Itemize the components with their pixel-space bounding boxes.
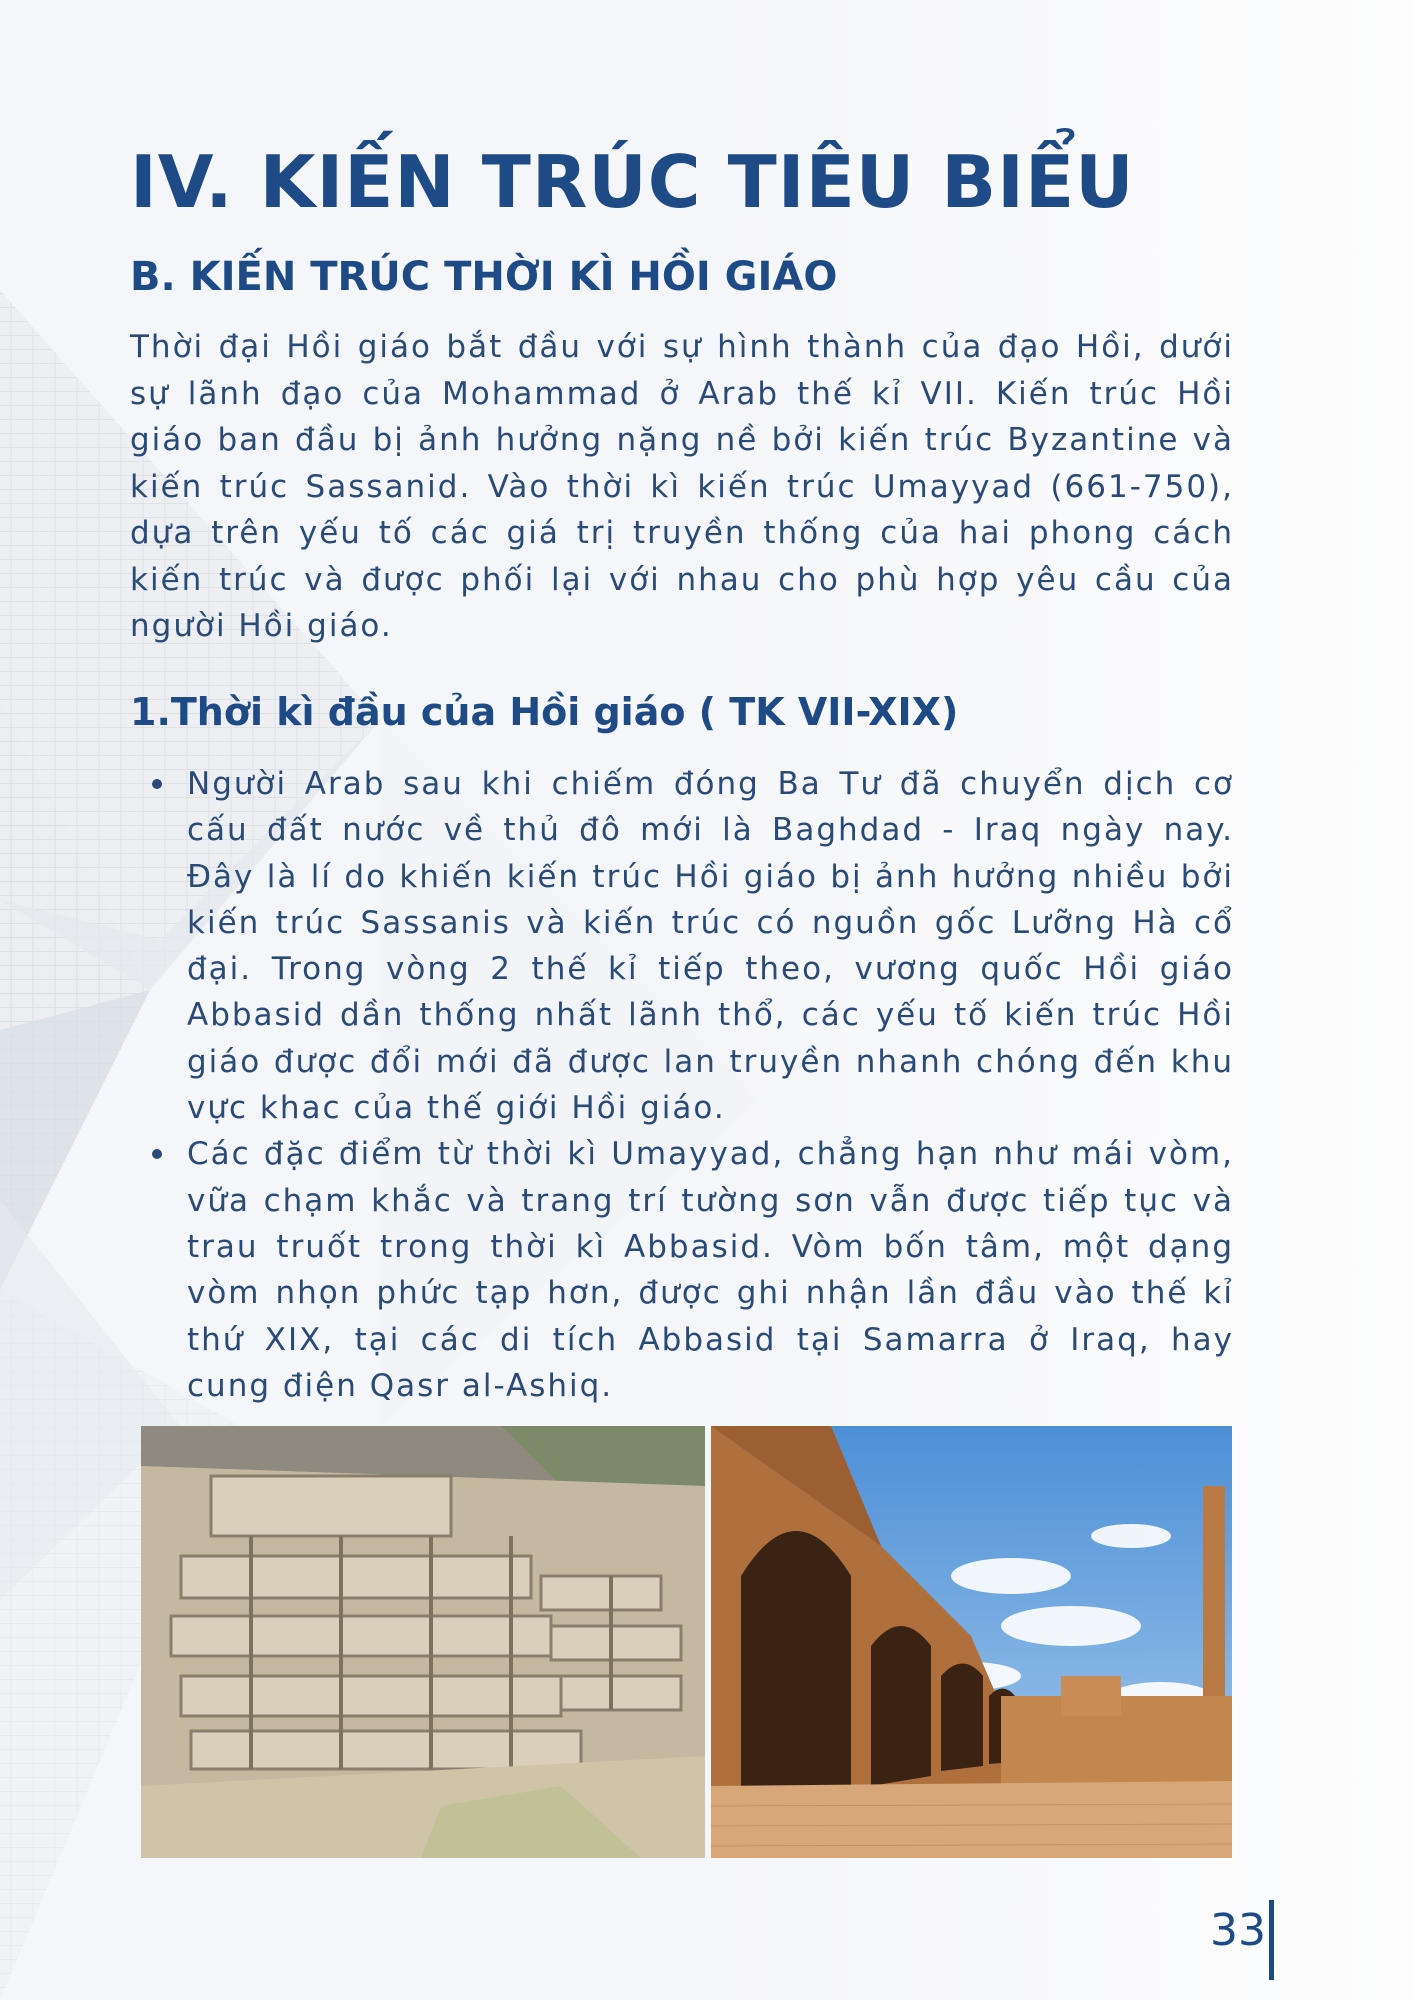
list-item-text: Người Arab sau khi chiếm đóng Ba Tư đã chuyển dịch cơ cấu đất nước về thủ đô mới là Baghdad - Iraq ngày nay. Đây là lí do khiến kiến trúc Hồi giáo bị ảnh hưởng nhiều bởi kiến trúc Sassanis và kiến trúc có nguồn gốc Lưỡng Hà cổ đại. Trong vòng 2 thế kỉ tiếp theo, vương quốc Hồi giáo Abbasid dần thống nhất lãnh thổ, các yếu tố kiến trúc Hồi giáo được đổi mới đã được lan truyền nhanh chóng đến khu vực khac của thế giới Hồi giáo. bbox=[187, 766, 1234, 1127]
ruins-photo bbox=[141, 1426, 705, 1858]
bullet-list bbox=[130, 761, 1234, 1409]
page-number: 33 bbox=[1210, 1905, 1266, 1956]
page-title: IV. KIẾN TRÚC TIÊU BIỂU bbox=[130, 140, 1135, 224]
courtyard-photo bbox=[711, 1426, 1232, 1858]
page-number-bar bbox=[1269, 1900, 1274, 1980]
list-item bbox=[130, 1131, 1234, 1409]
photo-row bbox=[141, 1426, 1232, 1858]
intro-paragraph: Thời đại Hồi giáo bắt đầu với sự hình thành của đạo Hồi, dưới sự lãnh đạo của Mohammad ở Arab thế kỉ VII. Kiến trúc Hồi giáo ban đầu bị ảnh hưởng nặng nề bởi kiến trúc Byzantine và kiến trúc Sassanid. Vào thời kì kiến trúc Umayyad (661-750), dựa trên yếu tố các giá trị truyền thống của hai phong cách kiến trúc và được phối lại với nhau cho phù hợp yêu cầu của người Hồi giáo. bbox=[130, 329, 1234, 644]
list-item bbox=[130, 761, 1234, 1131]
section-title: 1.Thời kì đầu của Hồi giáo ( TK VII-XIX) bbox=[130, 690, 959, 734]
bullet-icon bbox=[152, 779, 162, 789]
bullet-icon bbox=[152, 1149, 162, 1159]
list-item-text: Các đặc điểm từ thời kì Umayyad, chẳng hạn như mái vòm, vữa chạm khắc và trang trí tường sơn vẫn được tiếp tục và trau truốt trong thời kì Abbasid. Vòm bốn tâm, một dạng vòm nhọn phức tạp hơn, được ghi nhận lần đầu vào thế kỉ thứ XIX, tại các di tích Abbasid tại Samarra ở Iraq, hay cung điện Qasr al-Ashiq. bbox=[187, 1136, 1234, 1404]
section-subtitle: B. KIẾN TRÚC THỜI KÌ HỒI GIÁO bbox=[130, 254, 838, 300]
